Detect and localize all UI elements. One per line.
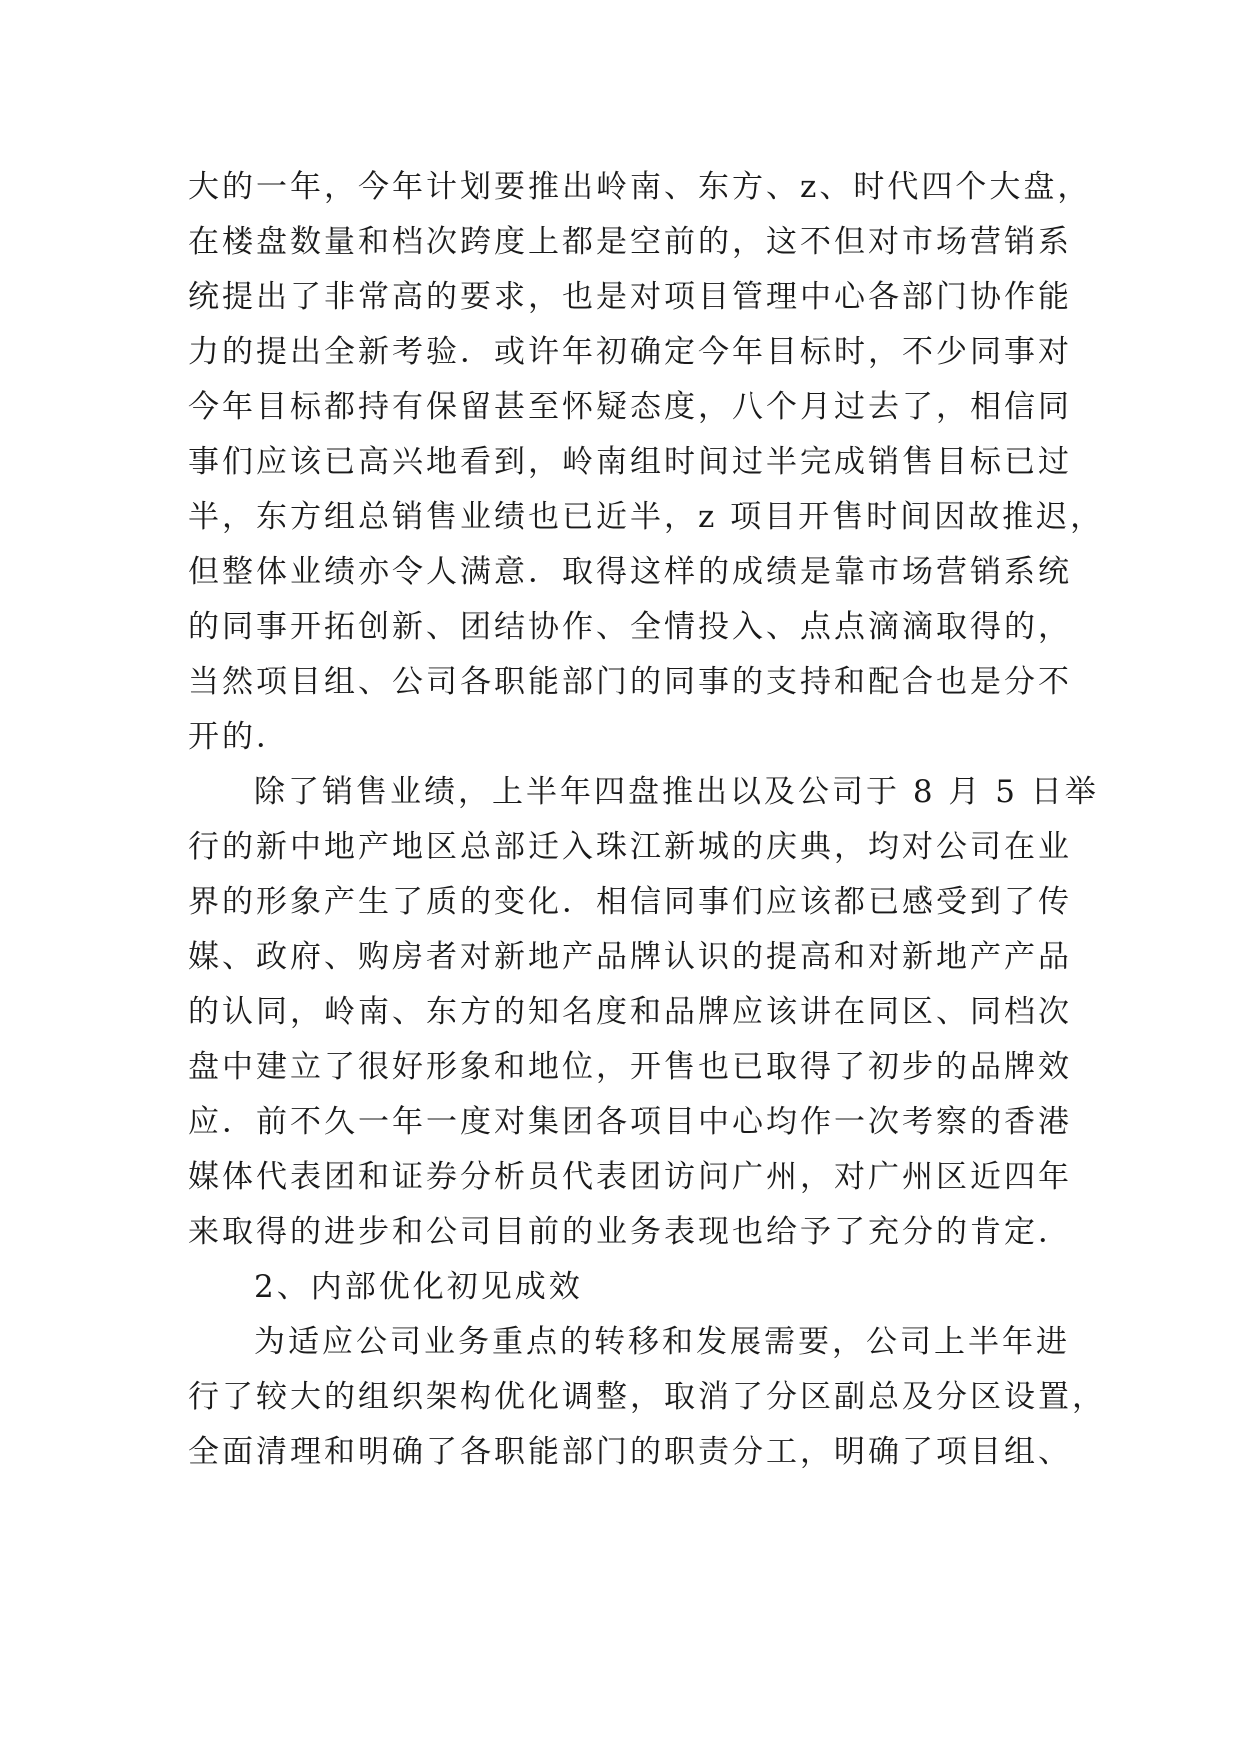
text-line: 事们应该已高兴地看到，岭南组时间过半完成销售目标已过 bbox=[188, 444, 1072, 480]
text-line: 但整体业绩亦令人满意．取得这样的成绩是靠市场营销系统 bbox=[188, 554, 1072, 590]
text-line: 行了较大的组织架构优化调整，取消了分区副总及分区设置， bbox=[188, 1379, 1106, 1415]
document-body bbox=[188, 160, 1106, 1480]
text-line: 全面清理和明确了各职能部门的职责分工，明确了项目组、 bbox=[188, 1434, 1072, 1470]
text-line: 媒、政府、购房者对新地产品牌认识的提高和对新地产产品 bbox=[188, 939, 1072, 975]
text-line: 盘中建立了很好形象和地位，开售也已取得了初步的品牌效 bbox=[188, 1049, 1072, 1085]
text-line: 的认同，岭南、东方的知名度和品牌应该讲在同区、同档次 bbox=[188, 994, 1072, 1030]
paragraph-first-line: 除了销售业绩，上半年四盘推出以及公司于 8 月 5 日举 bbox=[254, 774, 1099, 810]
text-line: 当然项目组、公司各职能部门的同事的支持和配合也是分不 bbox=[188, 664, 1072, 700]
paragraph-first-line: 为适应公司业务重点的转移和发展需要，公司上半年进 bbox=[254, 1324, 1070, 1360]
text-line: 今年目标都持有保留甚至怀疑态度，八个月过去了，相信同 bbox=[188, 389, 1072, 425]
text-line: 力的提出全新考验．或许年初确定今年目标时，不少同事对 bbox=[188, 334, 1072, 370]
section-heading: 2、内部优化初见成效 bbox=[254, 1269, 583, 1305]
text-line: 半，东方组总销售业绩也已近半，z 项目开售时间因故推迟， bbox=[188, 499, 1105, 535]
text-line: 界的形象产生了质的变化．相信同事们应该都已感受到了传 bbox=[188, 884, 1072, 920]
text-line: 大的一年，今年计划要推出岭南、东方、z、时代四个大盘， bbox=[188, 169, 1092, 205]
text-line: 行的新中地产地区总部迁入珠江新城的庆典，均对公司在业 bbox=[188, 829, 1072, 865]
text-line: 媒体代表团和证券分析员代表团访问广州，对广州区近四年 bbox=[188, 1159, 1072, 1195]
text-line: 统提出了非常高的要求，也是对项目管理中心各部门协作能 bbox=[188, 279, 1072, 315]
text-line: 应．前不久一年一度对集团各项目中心均作一次考察的香港 bbox=[188, 1104, 1072, 1140]
text-line: 开的． bbox=[188, 719, 290, 755]
text-line: 的同事开拓创新、团结协作、全情投入、点点滴滴取得的， bbox=[188, 609, 1072, 645]
text-line: 在楼盘数量和档次跨度上都是空前的，这不但对市场营销系 bbox=[188, 224, 1072, 260]
text-line: 来取得的进步和公司目前的业务表现也给予了充分的肯定． bbox=[188, 1214, 1072, 1250]
